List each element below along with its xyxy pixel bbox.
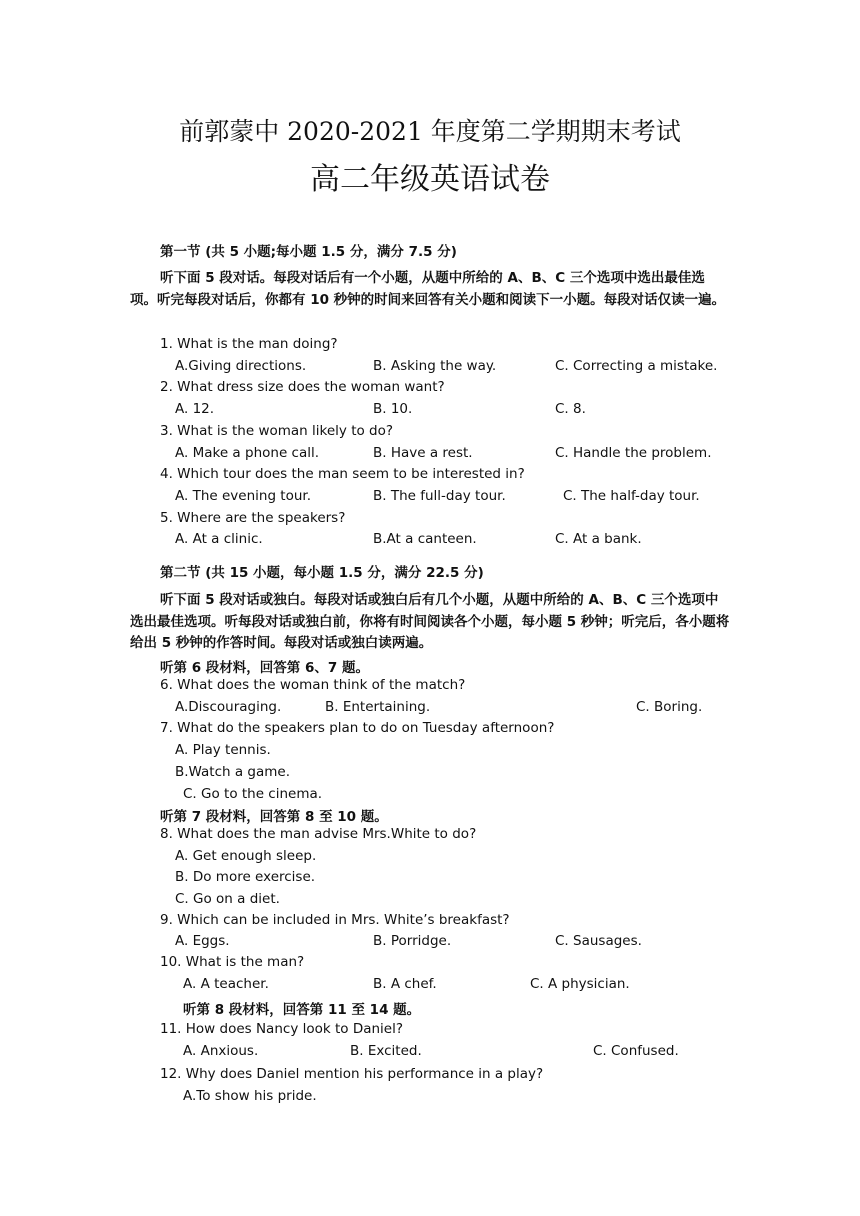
material-7-heading: 听第 7 段材料，回答第 8 至 10 题。: [160, 809, 388, 825]
question-5: 5. Where are the speakers?: [160, 510, 346, 526]
question-3: 3. What is the woman likely to do?: [160, 423, 394, 439]
q3-option-c: C. Handle the problem.: [555, 445, 712, 461]
section1-heading: 第一节 (共 5 小题;每小题 1.5 分，满分 7.5 分): [160, 244, 457, 260]
question-6: 6. What does the woman think of the match?: [160, 677, 466, 693]
question-1: 1. What is the man doing?: [160, 336, 338, 352]
q2-option-a: A. 12.: [175, 401, 215, 417]
q9-option-b: B. Porridge.: [373, 933, 452, 949]
q2-option-b: B. 10.: [373, 401, 413, 417]
q11-option-b: B. Excited.: [350, 1043, 422, 1059]
q7-option-b: B.Watch a game.: [175, 764, 291, 780]
q1-option-c: C. Correcting a mistake.: [555, 358, 718, 374]
exam-subtitle: 高二年级英语试卷: [310, 162, 550, 197]
exam-title: 前郭蒙中 2020-2021 年度第二学期期末考试: [179, 117, 681, 146]
q5-option-a: A. At a clinic.: [175, 531, 263, 547]
q1-option-b: B. Asking the way.: [373, 358, 497, 374]
q4-option-a: A. The evening tour.: [175, 488, 312, 504]
question-2: 2. What dress size does the woman want?: [160, 379, 445, 395]
q7-option-c: C. Go to the cinema.: [183, 786, 323, 802]
q6-option-c: C. Boring.: [636, 699, 703, 715]
q3-option-a: A. Make a phone call.: [175, 445, 320, 461]
q9-option-a: A. Eggs.: [175, 933, 230, 949]
q4-option-b: B. The full-day tour.: [373, 488, 506, 504]
q10-option-c: C. A physician.: [530, 976, 630, 992]
section1-instructions: 听下面 5 段对话。每段对话后有一个小题，从题中所给的 A、B、C 三个选项中选出最佳选项。听完每段对话后，你都有 10 秒钟的时间来回答有关小题和阅读下一小题。每段对话仅读一遍。: [130, 270, 726, 308]
q10-option-a: A. A teacher.: [183, 976, 269, 992]
q10-option-b: B. A chef.: [373, 976, 437, 992]
q6-option-b: B. Entertaining.: [325, 699, 431, 715]
section2-heading: 第二节 (共 15 小题，每小题 1.5 分，满分 22.5 分): [160, 565, 484, 581]
question-8: 8. What does the man advise Mrs.White to do?: [160, 826, 477, 842]
q7-option-a: A. Play tennis.: [175, 742, 271, 758]
question-12: 12. Why does Daniel mention his performance in a play?: [160, 1066, 544, 1082]
q6-option-a: A.Discouraging.: [175, 699, 282, 715]
q8-option-c: C. Go on a diet.: [175, 891, 280, 907]
question-4: 4. Which tour does the man seem to be interested in?: [160, 466, 525, 482]
section2-instructions: 听下面 5 段对话或独白。每段对话或独白后有几个小题，从题中所给的 A、B、C 三个选项中选出最佳选项。听每段对话或独白前，你将有时间阅读各个小题，每小题 5 秒钟；听完后，各小题将给出 5 秒钟的作答时间。每段对话或独白读两遍。: [130, 592, 730, 651]
q11-option-c: C. Confused.: [593, 1043, 679, 1059]
q5-option-c: C. At a bank.: [555, 531, 642, 547]
q2-option-c: C. 8.: [555, 401, 586, 417]
q4-option-c: C. The half-day tour.: [563, 488, 700, 504]
q8-option-a: A. Get enough sleep.: [175, 848, 317, 864]
q3-option-b: B. Have a rest.: [373, 445, 473, 461]
q8-option-b: B. Do more exercise.: [175, 869, 316, 885]
q1-option-a: A.Giving directions.: [175, 358, 307, 374]
material-6-heading: 听第 6 段材料，回答第 6、7 题。: [160, 660, 369, 676]
question-10: 10. What is the man?: [160, 954, 305, 970]
question-11: 11. How does Nancy look to Daniel?: [160, 1021, 404, 1037]
q9-option-c: C. Sausages.: [555, 933, 642, 949]
q5-option-b: B.At a canteen.: [373, 531, 477, 547]
question-9: 9. Which can be included in Mrs. White’s breakfast?: [160, 912, 510, 928]
material-8-heading: 听第 8 段材料，回答第 11 至 14 题。: [183, 1002, 421, 1018]
q11-option-a: A. Anxious.: [183, 1043, 259, 1059]
question-7: 7. What do the speakers plan to do on Tuesday afternoon?: [160, 720, 555, 736]
q12-option-a: A.To show his pride.: [183, 1088, 317, 1104]
